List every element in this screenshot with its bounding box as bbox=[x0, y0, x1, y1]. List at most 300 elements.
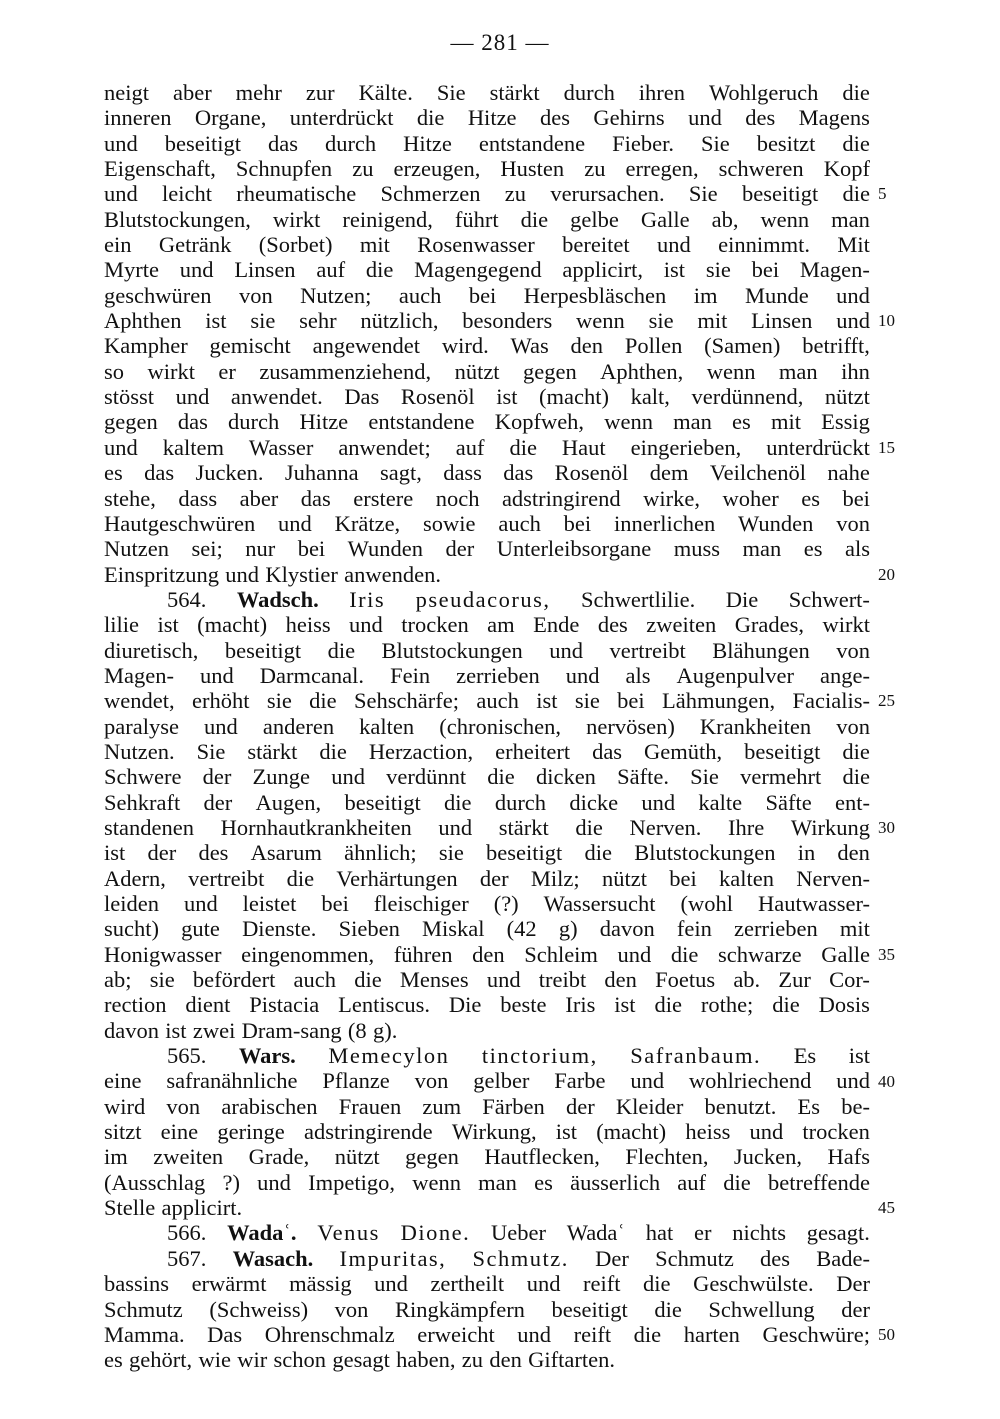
word: Krankheiten bbox=[699, 713, 812, 739]
word: unterdrückt bbox=[766, 434, 870, 460]
word: die bbox=[842, 130, 870, 156]
word: Foetus bbox=[655, 967, 716, 993]
word: Zur bbox=[778, 967, 811, 993]
word: Schwellung bbox=[708, 1296, 815, 1322]
text-line bbox=[104, 207, 870, 232]
word: geschwüren bbox=[104, 282, 212, 308]
word: sagt, bbox=[379, 460, 422, 486]
word: schweren bbox=[718, 156, 804, 182]
word: (42 bbox=[506, 916, 537, 942]
word: Ohrenschmalz bbox=[264, 1321, 395, 1347]
text-line bbox=[104, 891, 870, 916]
word: Giftarten. bbox=[528, 1347, 615, 1373]
word: der bbox=[445, 536, 475, 562]
word: und bbox=[526, 1271, 561, 1297]
word: entstandene bbox=[368, 409, 475, 435]
word: Schwert- bbox=[788, 586, 870, 612]
word: die bbox=[487, 764, 515, 790]
word: ange- bbox=[819, 662, 870, 688]
word: Blutstockungen bbox=[381, 637, 523, 663]
word: und bbox=[836, 282, 870, 308]
word: kalten bbox=[359, 713, 415, 739]
word: davon bbox=[599, 916, 655, 942]
line-number: 30 bbox=[878, 818, 895, 838]
word: rothe; bbox=[700, 992, 754, 1018]
text-line bbox=[104, 435, 870, 460]
word: Herpesbläschen bbox=[523, 282, 667, 308]
word: Augen, bbox=[255, 789, 322, 815]
word: Getränk bbox=[158, 232, 232, 258]
word: Darmcanal. bbox=[259, 662, 365, 688]
word: ist bbox=[663, 257, 686, 283]
word: ab; bbox=[104, 967, 132, 993]
word: und bbox=[104, 181, 138, 207]
word: Pflanze bbox=[322, 1068, 390, 1094]
text-line bbox=[104, 815, 870, 840]
word: Memecylon bbox=[328, 1043, 450, 1069]
word: besonders bbox=[462, 308, 553, 334]
text-line bbox=[104, 1271, 870, 1296]
word: die bbox=[416, 105, 445, 131]
word: ist bbox=[157, 612, 179, 638]
word: von bbox=[836, 510, 870, 536]
word: man bbox=[778, 358, 818, 384]
word: zweiten bbox=[153, 1144, 224, 1170]
text-line bbox=[104, 1068, 870, 1093]
word: Gehirns bbox=[593, 105, 665, 131]
word: Iris bbox=[565, 992, 596, 1018]
word: und bbox=[104, 434, 138, 460]
word: Blutstockungen bbox=[634, 840, 776, 866]
word: wirkt bbox=[822, 612, 870, 638]
word: harten bbox=[683, 1321, 740, 1347]
word: beseitigt bbox=[744, 738, 821, 764]
word: ist bbox=[496, 384, 518, 410]
word: sitzt bbox=[104, 1119, 142, 1145]
word: dicke bbox=[569, 789, 619, 815]
word: Magens bbox=[798, 105, 870, 131]
word: Blutstockungen, bbox=[104, 206, 251, 232]
word: Iris bbox=[349, 586, 386, 612]
word: und bbox=[565, 662, 600, 688]
word: stehe, bbox=[104, 485, 156, 511]
text-line bbox=[104, 384, 870, 409]
word: und bbox=[486, 967, 521, 993]
word: die bbox=[842, 764, 870, 790]
word: Schnupfen bbox=[235, 156, 333, 182]
text-line bbox=[104, 916, 870, 941]
word: den bbox=[472, 941, 505, 967]
text-line bbox=[104, 1170, 870, 1195]
word: Das bbox=[344, 384, 380, 410]
word: Cor- bbox=[829, 967, 870, 993]
word: (Samen) bbox=[704, 333, 781, 359]
word: zu bbox=[504, 181, 527, 207]
word: 567. bbox=[167, 1245, 207, 1271]
word: Blähungen bbox=[712, 637, 810, 663]
word: stösst bbox=[104, 384, 155, 410]
word: und bbox=[179, 257, 214, 283]
text-line bbox=[104, 1144, 870, 1169]
word: Die bbox=[725, 586, 759, 612]
line-number: 50 bbox=[878, 1325, 895, 1345]
text-line bbox=[104, 739, 870, 764]
word: und bbox=[641, 789, 676, 815]
word: und bbox=[204, 713, 238, 739]
word: beseitigt bbox=[344, 789, 421, 815]
word: erzeugen, bbox=[393, 156, 481, 182]
word: Gemüth, bbox=[644, 738, 723, 764]
word: dient bbox=[185, 992, 231, 1018]
word: von bbox=[334, 1296, 369, 1322]
word: Lentiscus. bbox=[338, 992, 430, 1018]
word: auch bbox=[398, 282, 442, 308]
word: die bbox=[520, 206, 549, 232]
word: adstringirend bbox=[501, 485, 621, 511]
word: Wirkung bbox=[790, 814, 870, 840]
word: Grade, bbox=[248, 1144, 310, 1170]
text-line bbox=[104, 1018, 870, 1043]
word: Bade- bbox=[816, 1245, 870, 1271]
word: betrifft, bbox=[802, 333, 870, 359]
word: Verhärtungen bbox=[336, 865, 458, 891]
word: wohlriechend bbox=[688, 1068, 812, 1094]
text-line bbox=[104, 409, 870, 434]
word: gesagt bbox=[332, 1347, 390, 1373]
word: am bbox=[487, 612, 515, 638]
word: wir bbox=[237, 1347, 268, 1373]
word: gehört, bbox=[129, 1347, 193, 1373]
word: der bbox=[841, 1296, 870, 1322]
word: Dienste. bbox=[242, 916, 317, 942]
word: erstere bbox=[353, 485, 414, 511]
word: betreffende bbox=[767, 1169, 870, 1195]
word: woher bbox=[722, 485, 779, 511]
word: anwendet. bbox=[230, 384, 323, 410]
word: schwarze bbox=[717, 941, 802, 967]
word: und bbox=[257, 1169, 291, 1195]
word: und bbox=[225, 561, 260, 587]
word: inneren bbox=[104, 105, 172, 131]
word: aber bbox=[239, 485, 279, 511]
word: die bbox=[842, 738, 870, 764]
word: Sie bbox=[436, 80, 466, 105]
word: ihren bbox=[638, 80, 686, 105]
word: haben, bbox=[396, 1347, 456, 1373]
word: Die bbox=[448, 992, 482, 1018]
word: kaltem bbox=[162, 434, 224, 460]
word: verdünnt bbox=[386, 764, 467, 790]
word: die bbox=[319, 738, 347, 764]
word: auf bbox=[455, 434, 485, 460]
word: Veilchenöl bbox=[709, 460, 807, 486]
word: die bbox=[772, 992, 800, 1018]
word: entstandene bbox=[478, 130, 586, 156]
word: rheumatische bbox=[236, 181, 357, 207]
word: Schmutz bbox=[655, 1245, 734, 1271]
word: und bbox=[183, 891, 218, 916]
word: sie bbox=[648, 308, 674, 334]
word: Kälte. bbox=[358, 80, 413, 105]
word: er bbox=[218, 358, 236, 384]
word: Der bbox=[595, 1245, 629, 1271]
word: ist bbox=[205, 308, 227, 334]
word: Kleider bbox=[615, 1093, 684, 1119]
word: ist bbox=[614, 992, 636, 1018]
line-number: 10 bbox=[878, 311, 895, 331]
word: Augenpulver bbox=[676, 662, 794, 688]
word: Wirkung, bbox=[451, 1119, 537, 1145]
word: ist bbox=[536, 688, 558, 714]
word: dicken bbox=[535, 764, 596, 790]
word: verursachen. bbox=[550, 181, 665, 207]
word: von bbox=[166, 1093, 201, 1119]
line-number: 35 bbox=[878, 944, 895, 964]
word: auf bbox=[677, 1169, 707, 1195]
word: Pistacia bbox=[249, 992, 320, 1018]
word: diuretisch, bbox=[104, 637, 199, 663]
text-line bbox=[104, 80, 870, 105]
word: und bbox=[104, 130, 138, 156]
word: erwärmt bbox=[191, 1271, 267, 1297]
word: Rosenöl bbox=[554, 460, 629, 486]
word: und bbox=[749, 1119, 784, 1145]
word: Hafs bbox=[827, 1144, 870, 1170]
word: es bbox=[534, 1169, 553, 1195]
word: das bbox=[144, 460, 175, 486]
word: ihn bbox=[841, 358, 870, 384]
word: beseitigt bbox=[164, 130, 241, 156]
text-line bbox=[104, 714, 870, 739]
word: des bbox=[745, 105, 776, 131]
word: Magen- bbox=[104, 662, 174, 688]
text-line bbox=[104, 840, 870, 865]
word: und bbox=[278, 510, 312, 536]
word: dass bbox=[178, 485, 218, 511]
word: das bbox=[300, 485, 331, 511]
word: Zunge bbox=[252, 764, 311, 790]
word: bereitet bbox=[562, 232, 630, 258]
word: von bbox=[414, 1068, 449, 1094]
word: bei bbox=[669, 865, 697, 891]
word: mit bbox=[770, 409, 801, 435]
word: sie bbox=[250, 308, 276, 334]
word: von bbox=[238, 282, 273, 308]
word: äusserlich bbox=[570, 1169, 661, 1195]
word: ab, bbox=[711, 206, 739, 232]
word: ist bbox=[104, 840, 126, 866]
word: sie bbox=[149, 967, 175, 993]
word: bei bbox=[751, 257, 780, 283]
word: bei bbox=[321, 891, 349, 916]
word: ist bbox=[848, 1043, 870, 1069]
word: mit bbox=[839, 916, 870, 942]
word: ein bbox=[104, 232, 132, 258]
word: Ringkämpfern bbox=[394, 1296, 525, 1322]
text-line bbox=[104, 562, 870, 587]
word: Wadaʿ bbox=[566, 1220, 625, 1246]
word: Herzaction, bbox=[368, 738, 474, 764]
word: mässig bbox=[289, 1271, 352, 1297]
word: Hitze bbox=[403, 130, 452, 156]
word: Hautwasser- bbox=[757, 891, 870, 916]
word: der bbox=[479, 865, 509, 891]
word: Wasser bbox=[248, 434, 314, 460]
word: Ihre bbox=[728, 814, 765, 840]
word: Dram-sang bbox=[241, 1017, 342, 1043]
word: Mit bbox=[837, 232, 870, 258]
word: Menses bbox=[399, 967, 469, 993]
word: nichts bbox=[732, 1220, 786, 1246]
word: davon bbox=[104, 1017, 159, 1043]
word: Rosenöl bbox=[400, 384, 475, 410]
text-line bbox=[104, 1322, 870, 1347]
line-number: 20 bbox=[878, 564, 895, 584]
line-number: 5 bbox=[878, 184, 887, 204]
word: Schmutz bbox=[104, 1296, 183, 1322]
word: mit bbox=[697, 308, 728, 334]
word: erweicht bbox=[417, 1321, 495, 1347]
word: und bbox=[175, 384, 210, 410]
word: zu bbox=[584, 156, 606, 182]
word: (macht) bbox=[539, 384, 609, 410]
word: wendet, bbox=[104, 688, 175, 714]
word: zu bbox=[461, 1347, 484, 1373]
word: Milz; bbox=[530, 865, 580, 891]
word: erheitert bbox=[495, 738, 571, 764]
word: schon bbox=[273, 1347, 327, 1373]
word: trocken bbox=[401, 612, 469, 638]
word: zerrieben bbox=[734, 916, 818, 942]
word: Es bbox=[797, 1093, 821, 1119]
word: Sie bbox=[688, 181, 718, 207]
word: Hautgeschwüren bbox=[104, 510, 256, 536]
word: die bbox=[670, 941, 699, 967]
text-line bbox=[104, 511, 870, 536]
word: und bbox=[617, 941, 652, 967]
word: standenen bbox=[104, 814, 194, 840]
word: Grades, bbox=[734, 612, 805, 638]
word: den bbox=[570, 333, 604, 359]
word: treibt bbox=[538, 967, 587, 993]
word: wirkt bbox=[147, 358, 195, 384]
word: rection bbox=[104, 992, 167, 1018]
word: wirkt bbox=[272, 206, 321, 232]
word: 566. bbox=[167, 1220, 207, 1246]
word: Der bbox=[836, 1271, 870, 1297]
word: Schmutz. bbox=[472, 1245, 569, 1271]
word: und bbox=[331, 764, 365, 790]
word: beseitigt bbox=[486, 840, 563, 866]
word: bei bbox=[468, 282, 497, 308]
word: Husten bbox=[500, 156, 565, 182]
word: zertheilt bbox=[430, 1271, 505, 1297]
word: Kopfweh, bbox=[494, 409, 585, 435]
word: eine bbox=[160, 1119, 199, 1145]
word: und bbox=[199, 662, 234, 688]
word: das bbox=[177, 409, 208, 435]
word: eingerieben, bbox=[630, 434, 742, 460]
word: auch bbox=[476, 688, 519, 714]
word: reift bbox=[583, 1271, 621, 1297]
text-line bbox=[104, 1195, 870, 1220]
word: Nerven- bbox=[796, 865, 870, 891]
word: noch bbox=[435, 485, 480, 511]
word: Myrte bbox=[104, 257, 159, 283]
word: geringe bbox=[217, 1119, 285, 1145]
word: (?) bbox=[493, 891, 519, 916]
word: nützt bbox=[454, 358, 500, 384]
word: nützt bbox=[601, 865, 647, 891]
word: Nutzen; bbox=[300, 282, 372, 308]
word: ist bbox=[165, 1017, 187, 1043]
word: Wadsch. bbox=[236, 586, 319, 612]
word: mit bbox=[359, 232, 390, 258]
word: Linsen bbox=[751, 308, 813, 334]
word: des bbox=[597, 612, 628, 638]
word: zwei bbox=[192, 1017, 236, 1043]
word: wie bbox=[198, 1347, 231, 1373]
text-line bbox=[104, 663, 870, 688]
word: gesagt. bbox=[806, 1220, 870, 1246]
word: eingenommen, bbox=[241, 941, 375, 967]
word: Schmerzen bbox=[380, 181, 481, 207]
word: wird bbox=[104, 1093, 146, 1119]
word: dass bbox=[443, 460, 482, 486]
word: Einspritzung bbox=[104, 561, 219, 587]
word: gegen bbox=[104, 409, 158, 435]
word: wenn bbox=[576, 308, 625, 334]
word: nützlich, bbox=[360, 308, 439, 334]
word: er bbox=[693, 1220, 712, 1246]
text-line bbox=[104, 1246, 870, 1271]
word: beseitigt bbox=[741, 181, 819, 207]
word: Wunden bbox=[347, 536, 423, 562]
word: und bbox=[836, 308, 870, 334]
word: den bbox=[604, 967, 637, 993]
word: arabischen bbox=[221, 1093, 318, 1119]
word: ab. bbox=[733, 967, 761, 993]
word: der bbox=[565, 1093, 595, 1119]
word: Mamma. bbox=[104, 1321, 185, 1347]
word: auch bbox=[293, 967, 336, 993]
word: adstringirende bbox=[303, 1119, 433, 1145]
word: Munde bbox=[744, 282, 809, 308]
word: und bbox=[438, 814, 473, 840]
word: innerlichen bbox=[613, 510, 716, 536]
word: vertreibt bbox=[188, 865, 265, 891]
word: Sehkraft bbox=[104, 789, 181, 815]
word: nahe bbox=[827, 460, 870, 486]
word: gute bbox=[181, 916, 220, 942]
word: und bbox=[549, 637, 584, 663]
word: Linsen bbox=[234, 257, 296, 283]
word: leistet bbox=[242, 891, 297, 916]
word: Sie bbox=[700, 130, 730, 156]
text-line bbox=[104, 1347, 870, 1372]
word: einnimmt. bbox=[718, 232, 811, 258]
word: kalt, bbox=[630, 384, 670, 410]
word: Farbe bbox=[554, 1068, 606, 1094]
word: vermehrt bbox=[740, 764, 822, 790]
text-line bbox=[104, 536, 870, 561]
word: durch bbox=[563, 80, 615, 105]
word: tinctorium, bbox=[481, 1043, 598, 1069]
word: Jucken, bbox=[733, 1144, 803, 1170]
word: ähnlich; bbox=[344, 840, 417, 866]
word: nützt bbox=[824, 384, 870, 410]
word: Rosenwasser bbox=[417, 232, 535, 258]
